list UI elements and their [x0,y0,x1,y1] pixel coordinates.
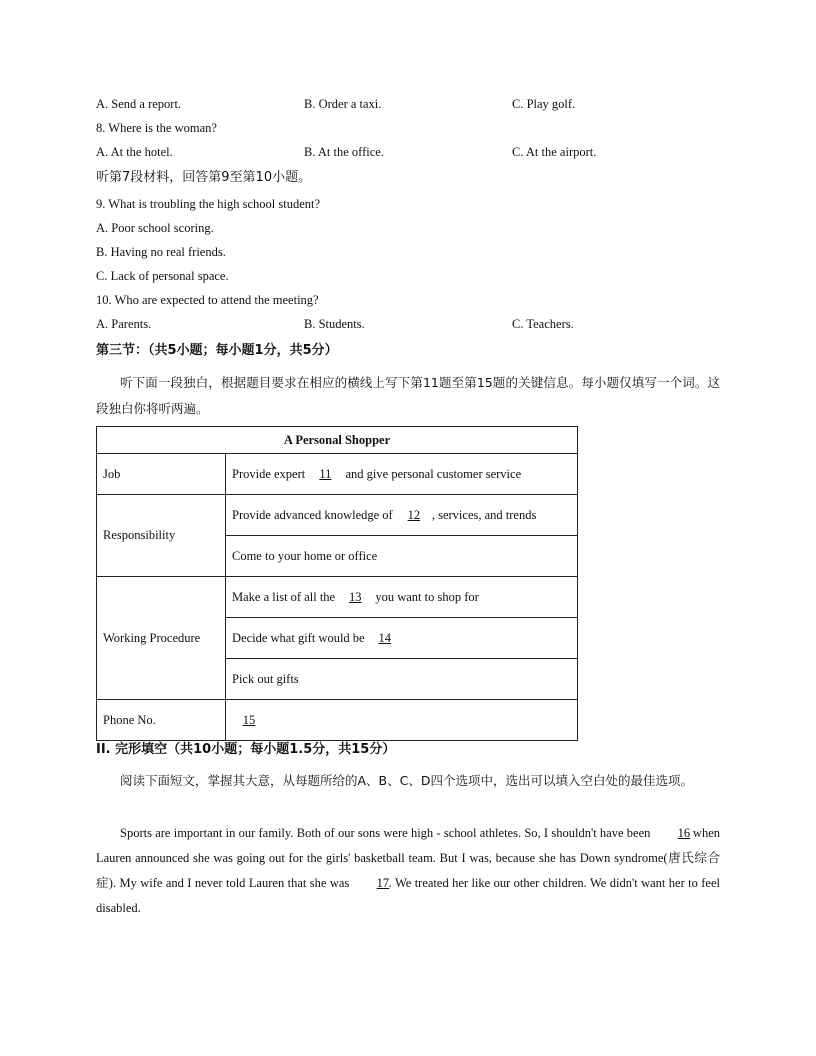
q7-option-b: B. Order a taxi. [304,97,382,111]
job-label: Job [97,454,226,495]
blank-16: 16 [677,826,691,840]
q10-option-c: C. Teachers. [512,317,574,331]
table-title: A Personal Shopper [97,427,578,454]
procedure-cell-2: Decide what gift would be 14 [226,618,578,659]
section3-title: 第三节：（共5小题；每小题1分，共5分） [96,343,338,358]
blank-15: 15 [242,712,256,727]
blank-13: 13 [348,589,362,604]
q10-option-b: B. Students. [304,317,365,331]
phone-label: Phone No. [97,700,226,741]
section2-title: II. 完形填空（共10小题；每小题1.5分，共15分） [96,742,396,757]
q9-option-a: A. Poor school scoring. [96,221,214,235]
responsibility-label: Responsibility [97,495,226,577]
q9-option-c: C. Lack of personal space. [96,269,229,283]
cloze-passage: Sports are important in our family. Both of our sons were high - school athletes. So, I shouldn't have been 16 when Lauren announced she was going out for the girls' basketball team. But I was, because she has Down syndrome(唐氏综合症). My wife and I never told Lauren that she was 17. We treated her like our other children. We didn't want her to feel disabled. [96,821,720,921]
phone-cell [226,700,578,741]
blank-14: 14 [378,630,391,645]
section2-instructions: 阅读下面短文，掌握其大意，从每题所给的A、B、C、D四个选项中，选出可以填入空白处的最佳选项。 [120,773,693,788]
procedure-cell-1: Make a list of all the 13 you want to shop for [226,577,578,618]
responsibility-cell-1: Provide advanced knowledge of 12 , services, and trends [226,495,578,536]
material7-heading: 听第7段材料，回答第9至第10小题。 [96,170,312,185]
blank-11: 11 [319,466,332,481]
blank-12: 12 [407,507,421,522]
q9-option-b: B. Having no real friends. [96,245,226,259]
q10-option-a: A. Parents. [96,317,152,331]
q8-option-b: B. At the office. [304,145,384,159]
q8-option-c: C. At the airport. [512,145,597,159]
q8-question: 8. Where is the woman? [96,121,217,135]
q7-option-a: A. Send a report. [96,97,182,111]
q10-question: 10. Who are expected to attend the meeting? [96,293,319,307]
section3-instructions: 听下面一段独白，根据题目要求在相应的横线上写下第11题至第15题的关键信息。每小题仅填写一个词。这段独白你将听两遍。 [96,375,720,416]
blank-17: 17 [376,876,390,890]
q9-question: 9. What is troubling the high school student? [96,197,321,211]
working-procedure-label: Working Procedure [97,577,226,700]
job-cell: Provide expert 11 and give personal customer service [226,454,578,495]
q8-option-a: A. At the hotel. [96,145,173,159]
q7-option-c: C. Play golf. [512,97,576,111]
personal-shopper-table [96,426,578,741]
procedure-cell-3: Pick out gifts [226,659,578,700]
responsibility-cell-2: Come to your home or office [226,536,578,577]
